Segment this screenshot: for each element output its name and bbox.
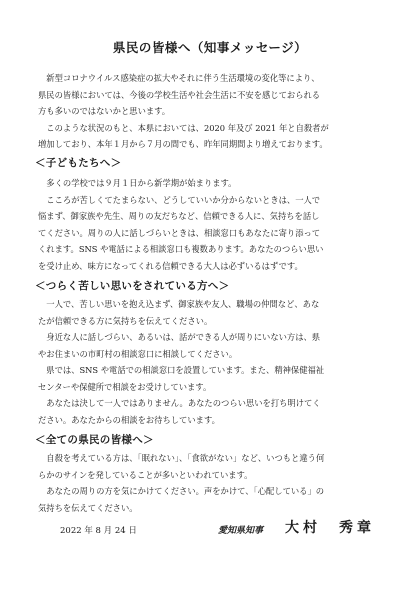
body-line: 気持ちを伝えてください。 <box>38 502 138 513</box>
signatory-title: 愛知県知事 <box>218 526 264 536</box>
body-line: 県では、SNS や電話での相談窓口を設置しています。また、精神保健福祉 <box>46 365 325 375</box>
body-line: こころが苦しくてたまらない、どうしていいか分からないときは、一人で <box>46 194 321 205</box>
body-line: 一人で、苦しい思いを抱え込まず、御家族や友人、職場の仲間など、あな <box>46 299 320 309</box>
body-line: を受け止め、味方になってくれる信頼できる大人は必ずいるはずです。 <box>38 260 303 271</box>
body-line: 悩まず、御家族や先生、周りの友だちなど、信頼できる人に、気持ちを話し <box>38 211 320 221</box>
intro-line: 増加しており、本年１月から７月の間でも、昨年同期間より増えております。 <box>38 139 328 149</box>
body-line: やお住まいの市町村の相談窓口に相談してください。 <box>38 348 238 359</box>
section-body-suffering <box>38 296 388 428</box>
intro-line: 方も多いのではないかと思います。 <box>38 106 171 116</box>
section-body-children <box>38 175 388 274</box>
intro-line: このような状況のもと、本県においては、2020 年及び 2021 年と自殺者が <box>46 122 329 133</box>
section-body-all <box>38 450 388 516</box>
body-line: 自殺を考えている方は、「眠れない」、「食欲がない」など、いつもと違う何 <box>46 453 325 463</box>
body-line: 多くの学校では９月１日から新学期が始まります。 <box>46 178 237 188</box>
section-heading-suffering: ＜つらく苦しい思いをされている方へ＞ <box>35 280 230 292</box>
signatory-name: 大村 秀章 <box>285 520 375 536</box>
body-line: あなたの周りの方を気にかけてください。声をかけて、「心配している」の <box>46 486 325 496</box>
section-heading-children: ＜子どもたちへ＞ <box>35 157 122 169</box>
body-line: たが信頼できる方に気持ちを伝えてください。 <box>38 315 213 326</box>
document-title: 県民の皆様へ（知事メッセージ） <box>112 40 308 55</box>
body-line: ださい。あなたからの相談をお待ちしています。 <box>38 414 220 425</box>
body-line: あなたは決して一人ではありません。あなたのつらい思いを打ち明けてく <box>46 398 321 408</box>
body-line: らかのサインを発していることが多いといわれています。 <box>38 469 253 480</box>
body-line: センターや保健所で相談をお受けしています。 <box>38 381 212 392</box>
body-line: くれます。SNS や電話による相談窓口も複数あります。あなたのつらい思い <box>38 244 324 254</box>
intro-line: 県民の皆様においては、今後の学校生活や社会生活に不安を感じておられる <box>38 89 321 100</box>
body-line: 身近な人に話しづらい、あるいは、話ができる人が周りにいない方は、県 <box>46 332 321 342</box>
document-date: 2022 年 8 月 24 日 <box>60 526 137 536</box>
section-heading-all: ＜全ての県民の皆様へ＞ <box>35 434 154 446</box>
intro-line: 新型コロナウイルス感染症の拡大やそれに伴う生活環境の変化等により、 <box>46 73 320 83</box>
body-line: てください。周りの人に話しづらいときは、相談窓口もあなたに寄り添って <box>38 227 321 238</box>
intro-paragraph <box>38 70 388 153</box>
